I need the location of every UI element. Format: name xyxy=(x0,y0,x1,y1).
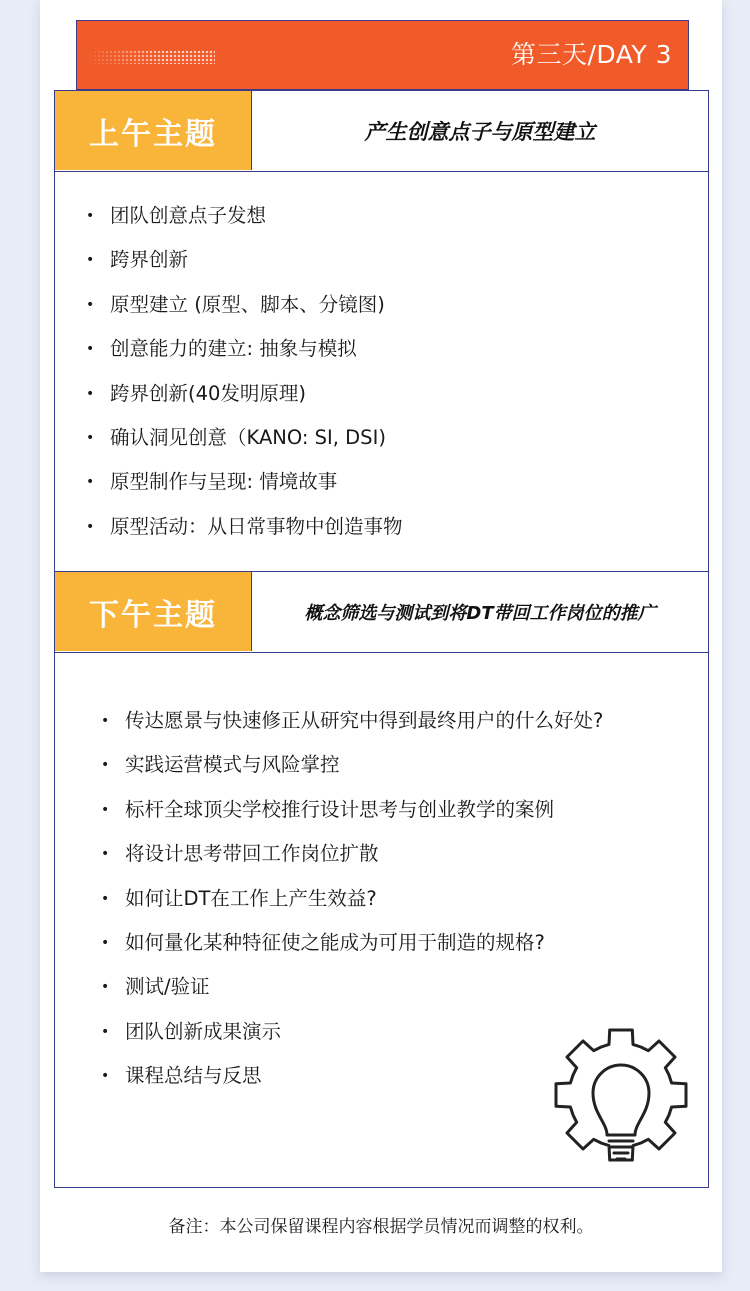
list-item: • 原型建立 (原型、脚本、分镜图) xyxy=(110,283,403,327)
list-item: • 跨界创新 xyxy=(110,238,403,282)
list-item: • 传达愿景与快速修正从研究中得到最终用户的什么好处? xyxy=(125,699,603,743)
list-item: • 将设计思考带回工作岗位扩散 xyxy=(125,832,603,876)
list-item: • 跨界创新(40发明原理) xyxy=(110,372,403,416)
afternoon-tag: 下午主题 xyxy=(55,572,252,651)
afternoon-title: 概念筛选与测试到将DT带回工作岗位的推广 xyxy=(304,602,656,624)
list-item: • 原型制作与呈现: 情境故事 xyxy=(110,460,403,504)
morning-section xyxy=(54,90,709,572)
list-item: • 如何让DT在工作上产生效益? xyxy=(125,877,603,921)
afternoon-list xyxy=(125,699,603,1099)
list-item: • 课程总结与反思 xyxy=(125,1054,603,1098)
list-item: • 创意能力的建立: 抽象与模拟 xyxy=(110,327,403,371)
afternoon-section xyxy=(54,571,709,1188)
morning-list xyxy=(110,194,403,549)
dot-pattern-decoration xyxy=(85,50,215,64)
list-item: • 测试/验证 xyxy=(125,965,603,1009)
list-item: • 团队创意点子发想 xyxy=(110,194,403,238)
list-item: • 标杆全球顶尖学校推行设计思考与创业教学的案例 xyxy=(125,788,603,832)
list-item: • 原型活动：从日常事物中创造事物 xyxy=(110,505,403,549)
morning-header xyxy=(55,91,708,172)
day-banner xyxy=(76,20,689,90)
list-item: • 确认洞见创意（KANO: SI, DSI) xyxy=(110,416,403,460)
gear-lightbulb-icon xyxy=(551,1027,691,1167)
list-item: • 团队创新成果演示 xyxy=(125,1010,603,1054)
list-item: • 如何量化某种特征使之能成为可用于制造的规格? xyxy=(125,921,603,965)
afternoon-header xyxy=(55,572,708,653)
morning-title: 产生创意点子与原型建立 xyxy=(364,119,596,144)
day-label: 第三天/DAY 3 xyxy=(510,40,672,69)
list-item: • 实践运营模式与风险掌控 xyxy=(125,743,603,787)
footer-note: 备注：本公司保留课程内容根据学员情况而调整的权利。 xyxy=(168,1217,594,1237)
morning-tag: 上午主题 xyxy=(55,91,252,170)
